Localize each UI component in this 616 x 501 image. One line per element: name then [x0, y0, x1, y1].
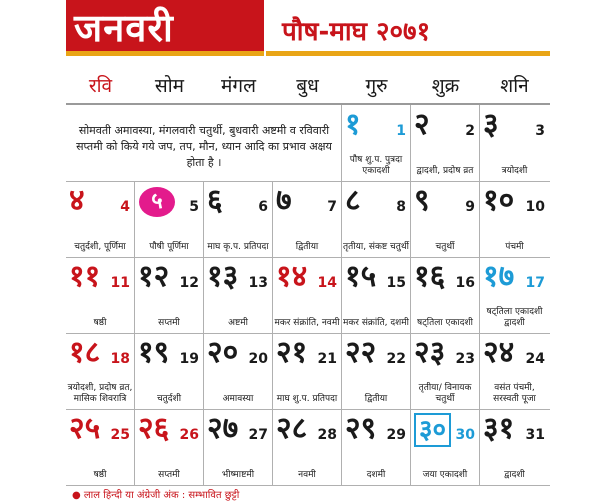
info-divider — [341, 105, 342, 181]
day-observance-note: पौषी पूर्णिमा — [149, 242, 189, 252]
day-number-english: 15 — [386, 275, 406, 291]
calendar-day-cell — [273, 409, 342, 485]
day-number-english: 20 — [248, 351, 268, 367]
day-number-english: 29 — [386, 427, 406, 443]
day-number-english: 5 — [189, 199, 199, 215]
day-observance-note: अमावस्या — [222, 394, 254, 404]
day-number-english: 6 — [258, 199, 268, 215]
calendar-day-cell — [66, 257, 135, 333]
calendar-week-row — [66, 333, 550, 410]
day-number-devanagari: २ — [414, 107, 430, 142]
day-observance-note: द्वितीया — [364, 394, 388, 404]
month-title-box — [66, 0, 264, 56]
day-number-devanagari: ६ — [207, 183, 223, 218]
day-observance-note: मकर संक्रांति, दशमी — [343, 318, 409, 328]
calendar-day-cell — [480, 333, 549, 409]
calendar-day-cell — [342, 105, 411, 181]
calendar-day-cell — [342, 181, 411, 257]
day-number-devanagari: २३ — [414, 335, 446, 370]
weekday-sunday: रवि — [88, 75, 113, 97]
day-number-devanagari: ८ — [345, 183, 361, 218]
day-number-english: 4 — [120, 199, 130, 215]
day-number-english: 8 — [396, 199, 406, 215]
weekday-wednesday: बुध — [296, 75, 319, 97]
day-number-english: 23 — [455, 351, 475, 367]
day-observance-note: सप्तमी — [158, 318, 180, 328]
day-number-devanagari: २८ — [276, 411, 308, 446]
calendar-header — [66, 0, 550, 62]
calendar-day-cell — [273, 257, 342, 333]
calendar-day-cell — [66, 333, 135, 409]
day-observance-note: भीष्माष्टमी — [221, 470, 255, 480]
day-number-devanagari: २७ — [207, 411, 239, 446]
calendar-day-cell — [411, 409, 480, 485]
day-observance-note: पौष शु.प. पुत्रदा एकादशी — [349, 155, 403, 176]
day-number-devanagari: १२ — [138, 259, 170, 294]
weekday-tuesday: मंगल — [221, 75, 256, 97]
day-number-devanagari: ५ — [139, 187, 175, 217]
day-number-english: 25 — [110, 427, 130, 443]
day-observance-note: दशमी — [366, 470, 386, 480]
day-number-devanagari: १० — [483, 183, 515, 218]
calendar-day-cell — [135, 257, 204, 333]
day-number-devanagari: ७ — [276, 183, 292, 218]
day-number-devanagari: २९ — [345, 411, 377, 446]
weekday-thursday: गुरु — [365, 75, 388, 97]
day-number-devanagari: ११ — [69, 259, 101, 294]
calendar-day-cell — [135, 333, 204, 409]
day-number-english: 9 — [465, 199, 475, 215]
day-number-devanagari: ३ — [483, 107, 499, 142]
calendar-day-cell — [273, 333, 342, 409]
day-observance-note: चतुर्दशी, पूर्णिमा — [74, 242, 126, 252]
calendar-day-cell — [411, 181, 480, 257]
day-number-devanagari: १४ — [276, 259, 308, 294]
day-observance-note: द्वादशी — [504, 470, 525, 480]
day-observance-note: माघ कृ.प. प्रतिपदा — [207, 242, 269, 252]
day-number-devanagari: २४ — [483, 335, 515, 370]
day-number-english: 18 — [110, 351, 130, 367]
calendar-week-row — [66, 105, 550, 182]
day-number-devanagari: २१ — [276, 335, 308, 370]
day-number-english: 30 — [455, 427, 475, 443]
day-observance-note: नवमी — [298, 470, 316, 480]
day-number-english: 24 — [525, 351, 545, 367]
hindu-month-box — [266, 0, 550, 56]
calendar-week-row — [66, 181, 550, 258]
day-number-devanagari: १५ — [345, 259, 377, 294]
day-observance-note: तृतीया/ विनायक चतुर्थी — [418, 383, 472, 404]
hindu-month-title: पौष-माघ २०७१ — [282, 17, 431, 47]
day-observance-note: द्वादशी, प्रदोष व्रत — [416, 166, 474, 176]
calendar-day-cell — [480, 409, 549, 485]
day-number-english: 2 — [465, 123, 475, 139]
day-number-devanagari: १८ — [69, 335, 101, 370]
day-number-english: 11 — [110, 275, 130, 291]
day-number-english: 7 — [327, 199, 337, 215]
day-observance-note: द्वितीया — [295, 242, 319, 252]
weekday-friday: शुक्र — [431, 75, 460, 97]
day-observance-note: षष्ठी — [93, 318, 107, 328]
day-number-devanagari: १६ — [414, 259, 446, 294]
calendar-week-row — [66, 257, 550, 334]
day-number-devanagari: ९ — [414, 183, 430, 218]
day-observance-note: मकर संक्रांति, नवमी — [274, 318, 340, 328]
day-number-english: 14 — [317, 275, 337, 291]
calendar-day-cell — [135, 409, 204, 485]
day-observance-note: पंचमी — [505, 242, 524, 252]
day-number-devanagari: २५ — [69, 411, 101, 446]
day-number-devanagari: २२ — [345, 335, 377, 370]
day-number-devanagari: २६ — [138, 411, 170, 446]
day-observance-note: त्रयोदशी, प्रदोष व्रत, मासिक शिवरात्रि — [67, 383, 133, 404]
calendar-day-cell — [204, 257, 273, 333]
month-title: जनवरी — [74, 6, 174, 50]
calendar-day-cell — [66, 409, 135, 485]
weekday-header-row — [66, 72, 550, 100]
calendar-week-row — [66, 409, 550, 486]
calendar-day-cell — [480, 181, 549, 257]
day-number-devanagari: २० — [207, 335, 239, 370]
day-observance-note: षट्तिला एकादशी द्वादशी — [486, 307, 543, 328]
day-number-english: 16 — [455, 275, 475, 291]
day-number-english: 31 — [525, 427, 545, 443]
day-observance-note: षट्तिला एकादशी — [417, 318, 473, 328]
day-number-english: 28 — [317, 427, 337, 443]
day-number-english: 22 — [386, 351, 406, 367]
day-number-english: 26 — [179, 427, 199, 443]
calendar-day-cell — [411, 105, 480, 181]
day-observance-note: तृतीया, संकष्ट चतुर्थी — [343, 242, 409, 252]
day-observance-note: चतुर्थी — [435, 242, 455, 252]
calendar-day-cell — [342, 409, 411, 485]
day-number-english: 12 — [179, 275, 199, 291]
calendar-day-cell — [342, 257, 411, 333]
day-observance-note: चतुर्दशी — [156, 394, 182, 404]
day-observance-note: वसंत पंचमी, सरस्वती पूजा — [493, 383, 536, 404]
calendar-grid — [66, 103, 550, 486]
calendar-day-cell — [204, 333, 273, 409]
calendar-day-cell — [204, 409, 273, 485]
calendar-day-cell — [204, 181, 273, 257]
day-number-devanagari: ४ — [69, 183, 85, 218]
day-number-devanagari: १३ — [207, 259, 239, 294]
day-observance-note: अष्टमी — [228, 318, 248, 328]
observance-info-text: सोमवती अमावस्या, मंगलवारी चतुर्थी, बुधवारी अष्टमी व रविवारी सप्तमी को किये गये जप, तप, मौन, ध्यान आदि का प्रभाव अक्षय होता है । — [76, 124, 332, 169]
day-number-devanagari: १७ — [483, 259, 515, 294]
calendar-day-cell — [411, 333, 480, 409]
day-observance-note: त्रयोदशी — [501, 166, 528, 176]
calendar-day-cell — [480, 105, 549, 181]
day-number-english: 10 — [525, 199, 545, 215]
calendar-day-cell — [135, 181, 204, 257]
calendar-day-cell — [273, 181, 342, 257]
calendar-day-cell — [411, 257, 480, 333]
day-number-english: 27 — [248, 427, 268, 443]
weekday-monday: सोम — [154, 75, 185, 97]
day-observance-note: सप्तमी — [158, 470, 180, 480]
day-number-english: 19 — [179, 351, 199, 367]
day-number-devanagari: ३१ — [483, 411, 515, 446]
day-number-devanagari: १ — [345, 107, 361, 142]
weekday-saturday: शनि — [500, 75, 529, 97]
day-number-english: 21 — [317, 351, 337, 367]
day-number-devanagari: १९ — [138, 335, 170, 370]
holiday-legend-note: ● लाल हिन्दी या अंग्रेजी अंक : सम्भावित छुट्टी — [72, 490, 240, 501]
day-number-english: 3 — [535, 123, 545, 139]
calendar-day-cell — [66, 181, 135, 257]
day-observance-note: जया एकादशी — [422, 470, 468, 480]
day-number-devanagari: ३० — [414, 413, 451, 447]
calendar-day-cell — [342, 333, 411, 409]
day-number-english: 1 — [396, 123, 406, 139]
calendar-day-cell — [480, 257, 549, 333]
day-number-english: 13 — [248, 275, 268, 291]
day-number-english: 17 — [525, 275, 545, 291]
day-observance-note: माघ शु.प. प्रतिपदा — [276, 394, 338, 404]
day-observance-note: षष्ठी — [93, 470, 107, 480]
